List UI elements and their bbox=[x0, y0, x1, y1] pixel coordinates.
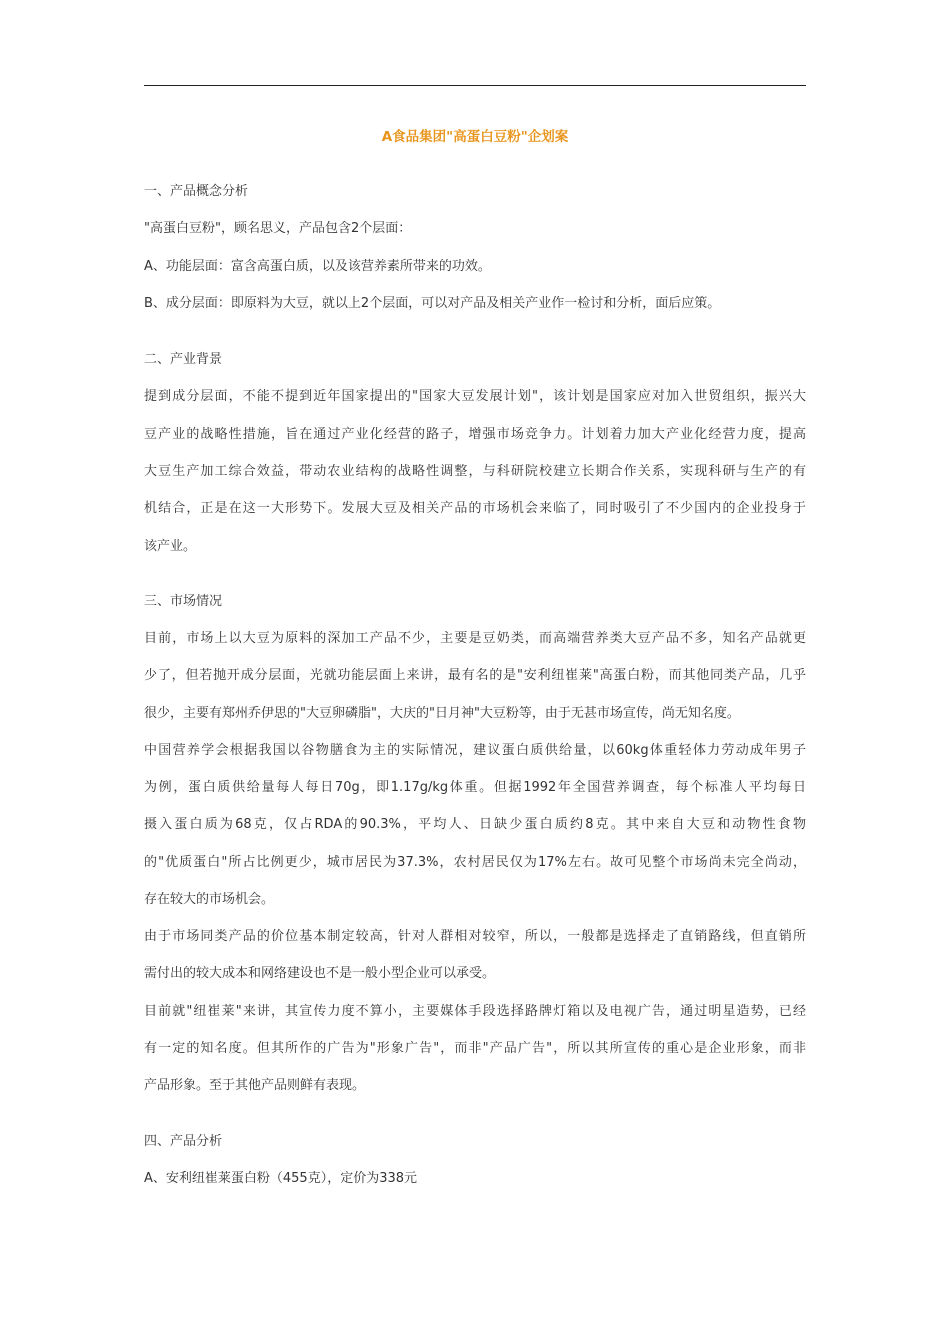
section-heading-3: 三、市场情况 bbox=[144, 594, 223, 609]
paragraph-line: 目前，市场上以大豆为原料的深加工产品不少，主要是豆奶类，而高端营养类大豆产品不多，知名产品就更 bbox=[144, 631, 806, 646]
header-rule bbox=[144, 85, 806, 86]
paragraph-line: 机结合，正是在这一大形势下。发展大豆及相关产品的市场机会来临了，同时吸引了不少国内的企业投身于 bbox=[144, 501, 806, 516]
paragraph: A、功能层面：富含高蛋白质，以及该营养素所带来的功效。 bbox=[144, 259, 491, 274]
paragraph-line: 豆产业的战略性措施，旨在通过产业化经营的路子，增强市场竞争力。计划着力加大产业化经营力度，提高 bbox=[144, 427, 806, 442]
section-heading-2: 二、产业背景 bbox=[144, 352, 223, 367]
paragraph: "高蛋白豆粉"，顾名思义，产品包含2个层面： bbox=[144, 221, 412, 236]
paragraph-line: 该产业。 bbox=[144, 539, 197, 554]
paragraph-line: 产品形象。至于其他产品则鲜有表现。 bbox=[144, 1078, 366, 1093]
paragraph-line: 少了，但若抛开成分层面，光就功能层面上来讲，最有名的是"安利纽崔莱"高蛋白粉，而其他同类产品，几乎 bbox=[144, 668, 806, 683]
paragraph-line: 摄入蛋白质为68克，仅占RDA的90.3%，平均人、日缺少蛋白质约8克。其中来自大豆和动物性食物 bbox=[144, 817, 806, 832]
section-heading-4: 四、产品分析 bbox=[144, 1134, 223, 1149]
paragraph-line: 的"优质蛋白"所占比例更少，城市居民为37.3%，农村居民仅为17%左右。故可见整个市场尚未完全尚动， bbox=[144, 855, 806, 870]
paragraph-line: 提到成分层面，不能不提到近年国家提出的"国家大豆发展计划"，该计划是国家应对加入世贸组织，振兴大 bbox=[144, 389, 806, 404]
document-title: A食品集团"高蛋白豆粉"企划案 bbox=[381, 129, 569, 145]
paragraph-line: 有一定的知名度。但其所作的广告为"形象广告"，而非"产品广告"，所以其所宣传的重心是企业形象，而非 bbox=[144, 1041, 806, 1056]
paragraph-line: 大豆生产加工综合效益，带动农业结构的战略性调整，与科研院校建立长期合作关系，实现科研与生产的有 bbox=[144, 464, 806, 479]
paragraph-line: 存在较大的市场机会。 bbox=[144, 892, 275, 907]
paragraph-line: 需付出的较大成本和网络建设也不是一般小型企业可以承受。 bbox=[144, 966, 496, 981]
section-heading-1: 一、产品概念分析 bbox=[144, 184, 249, 199]
paragraph-line: 目前就"纽崔莱"来讲，其宣传力度不算小，主要媒体手段选择路牌灯箱以及电视广告，通过明星造势，已经 bbox=[144, 1004, 806, 1019]
paragraph-line: 很少，主要有郑州乔伊思的"大豆卵磷脂"，大庆的"日月神"大豆粉等，由于无甚市场宣传，尚无知名度。 bbox=[144, 706, 740, 721]
paragraph-line: 中国营养学会根据我国以谷物膳食为主的实际情况，建议蛋白质供给量，以60kg体重轻体力劳动成年男子 bbox=[144, 743, 806, 758]
paragraph-line: 由于市场同类产品的价位基本制定较高，针对人群相对较窄，所以，一般都是选择走了直销路线，但直销所 bbox=[144, 929, 806, 944]
paragraph-line: 为例，蛋白质供给量每人每日70g，即1.17g/kg体重。但据1992年全国营养调查，每个标准人平均每日 bbox=[144, 780, 806, 795]
paragraph: B、成分层面：即原料为大豆，就以上2个层面，可以对产品及相关产业作一检讨和分析，面后应策。 bbox=[144, 296, 721, 311]
paragraph: A、安利纽崔莱蛋白粉（455克），定价为338元 bbox=[144, 1171, 418, 1186]
